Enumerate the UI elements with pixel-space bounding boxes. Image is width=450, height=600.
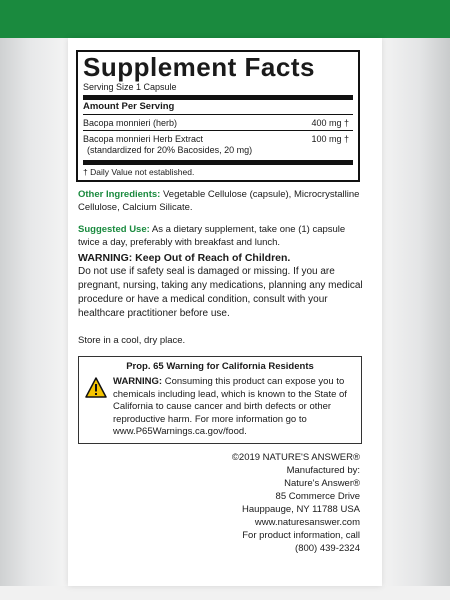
phone: (800) 439-2324 — [295, 543, 360, 554]
facts-row — [83, 115, 353, 131]
manufacturer-name: Nature's Answer® — [284, 478, 360, 489]
green-top-band — [0, 0, 450, 38]
copyright: ©2019 NATURE'S ANSWER® — [231, 452, 360, 463]
ingredient-amount: 400 mg † — [311, 118, 349, 128]
suggested-use-text: As a dietary supplement, take one (1) capsule twice a day, preferably with breakfast and lunch. — [78, 224, 346, 248]
prop65-warning-body: Consuming this product can expose you to chemicals including lead, which is known to the State of California to cause cancer and birth defects or other reproductive harm. For more information go to www.P65Warnings.ca.gov/food. — [113, 376, 347, 437]
children-warning-text: Do not use if safety seal is damaged or missing. If you are pregnant, nursing, taking any medications, planning any medical procedure or have a medical condition, consult with your healthcare practitioner before use. — [78, 266, 363, 319]
amount-per-serving: Amount Per Serving — [83, 100, 353, 115]
ingredient-note: (standardized for 20% Bacosides, 20 mg) — [87, 145, 253, 155]
prop65-warning-label: WARNING: — [113, 376, 163, 387]
suggested-use-label: Suggested Use: — [78, 224, 150, 235]
prop65-title: Prop. 65 Warning for California Residents — [126, 361, 314, 372]
children-warning — [78, 251, 368, 321]
supplement-facts-panel — [76, 50, 360, 182]
website: www.naturesanswer.com — [254, 517, 360, 528]
bottle-bottom — [0, 586, 450, 600]
product-info: For product information, call — [242, 530, 360, 541]
facts-title: Supplement Facts — [83, 52, 315, 82]
other-ingredients-label: Other Ingredients: — [78, 189, 161, 200]
manufactured-by: Manufactured by: — [286, 465, 360, 476]
warning-triangle-icon — [85, 377, 107, 399]
ingredient-name: Bacopa monnieri Herb Extract — [83, 134, 204, 144]
ingredient-name: Bacopa monnieri (herb) — [83, 118, 178, 128]
address-line-1: 85 Commerce Drive — [275, 491, 360, 502]
prop65-box — [78, 356, 362, 444]
other-ingredients-text: Vegetable Cellulose (capsule), Microcrystalline Cellulose, Calcium Silicate. — [78, 189, 360, 213]
daily-value-footnote: † Daily Value not established. — [83, 167, 195, 177]
serving-size: Serving Size 1 Capsule — [83, 82, 353, 100]
ingredient-amount: 100 mg † — [311, 134, 349, 144]
prop65-text — [113, 376, 357, 439]
suggested-use — [78, 223, 368, 249]
facts-row — [83, 131, 353, 165]
bottle-left-curve — [0, 38, 68, 588]
storage-note: Store in a cool, dry place. — [78, 335, 186, 346]
children-warning-title: WARNING: Keep Out of Reach of Children. — [78, 252, 291, 264]
manufacturer-block — [160, 451, 360, 555]
other-ingredients — [78, 188, 368, 214]
address-line-2: Hauppauge, NY 11788 USA — [242, 504, 360, 515]
bottle-right-curve — [382, 38, 450, 588]
